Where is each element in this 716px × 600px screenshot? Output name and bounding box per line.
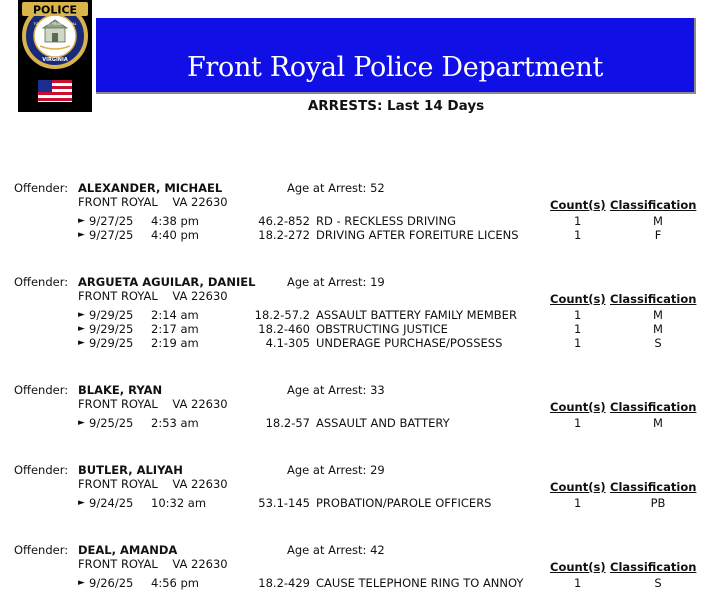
bullet-arrow-icon: ►: [78, 324, 85, 334]
charge-code: 53.1-145: [258, 496, 310, 510]
charge-count: 1: [574, 576, 582, 590]
offender-name: ALEXANDER, MICHAEL: [78, 181, 223, 195]
offender-address: FRONT ROYAL VA 22630: [78, 557, 228, 571]
charge-time: 2:14 am: [151, 308, 199, 322]
offender-label: Offender:: [14, 463, 69, 477]
age-value: 29: [370, 463, 385, 477]
age-at-arrest: [287, 275, 385, 289]
charge-date: 9/29/25: [89, 322, 134, 336]
offender-label: Offender:: [14, 275, 69, 289]
charge-code: 4.1-305: [265, 336, 310, 350]
charge-time: 4:38 pm: [151, 214, 199, 228]
offender-address: FRONT ROYAL VA 22630: [78, 195, 228, 209]
offender-name: BLAKE, RYAN: [78, 383, 163, 397]
charge-date: 9/27/25: [89, 228, 134, 242]
charge-code: 18.2-57: [265, 416, 310, 430]
charge-date: 9/29/25: [89, 336, 134, 350]
count-column-header: Count(s): [550, 292, 606, 306]
charge-count: 1: [574, 336, 582, 350]
charge-row: [0, 336, 716, 350]
charge-date: 9/27/25: [89, 214, 134, 228]
age-value: 19: [370, 275, 385, 289]
bullet-arrow-icon: ►: [78, 310, 85, 320]
charge-description: RD - RECKLESS DRIVING: [316, 214, 457, 228]
charge-classification: M: [653, 416, 663, 430]
bullet-arrow-icon: ►: [78, 338, 85, 348]
charge-date: 9/25/25: [89, 416, 134, 430]
count-column-header: Count(s): [550, 198, 606, 212]
offender-name: ARGUETA AGUILAR, DANIEL: [78, 275, 256, 289]
age-label: Age at Arrest:: [287, 181, 367, 195]
charge-classification: M: [653, 308, 663, 322]
charge-description: UNDERAGE PURCHASE/POSSESS: [316, 336, 503, 350]
charge-count: 1: [574, 308, 582, 322]
charge-count: 1: [574, 496, 582, 510]
charge-date: 9/29/25: [89, 308, 134, 322]
bullet-arrow-icon: ►: [78, 498, 85, 508]
bullet-arrow-icon: ►: [78, 418, 85, 428]
charge-row: [0, 416, 716, 430]
charge-description: ASSAULT BATTERY FAMILY MEMBER: [316, 308, 517, 322]
charge-time: 2:53 am: [151, 416, 199, 430]
charge-time: 10:32 am: [151, 496, 207, 510]
charge-time: 2:17 am: [151, 322, 199, 336]
charge-date: 9/24/25: [89, 496, 134, 510]
charge-row: [0, 228, 716, 242]
classification-column-header: Classification: [610, 292, 697, 306]
classification-column-header: Classification: [610, 480, 697, 494]
classification-column-header: Classification: [610, 400, 697, 414]
offender-label: Offender:: [14, 543, 69, 557]
charge-time: 4:40 pm: [151, 228, 199, 242]
charge-row: [0, 576, 716, 590]
charge-count: 1: [574, 214, 582, 228]
us-flag-icon: [38, 80, 72, 102]
count-column-header: Count(s): [550, 560, 606, 574]
bullet-arrow-icon: ►: [78, 216, 85, 226]
age-at-arrest: [287, 383, 385, 397]
charge-row: [0, 322, 716, 336]
charge-classification: M: [653, 214, 663, 228]
page-title: Front Royal Police Department: [186, 52, 604, 83]
count-column-header: Count(s): [550, 400, 606, 414]
title-banner: [96, 18, 696, 94]
classification-column-header: Classification: [610, 560, 697, 574]
offender-name: BUTLER, ALIYAH: [78, 463, 183, 477]
bullet-arrow-icon: ►: [78, 230, 85, 240]
age-label: Age at Arrest:: [287, 463, 367, 477]
charge-code: 46.2-852: [258, 214, 310, 228]
charge-count: 1: [574, 322, 582, 336]
bullet-arrow-icon: ►: [78, 578, 85, 588]
charge-row: [0, 496, 716, 510]
age-value: 42: [370, 543, 385, 557]
charge-count: 1: [574, 416, 582, 430]
offender-name: DEAL, AMANDA: [78, 543, 178, 557]
charge-description: DRIVING AFTER FOREITURE LICENS: [316, 228, 519, 242]
report-subtitle: ARRESTS: Last 14 Days: [307, 98, 485, 114]
age-value: 33: [370, 383, 385, 397]
offender-address: FRONT ROYAL VA 22630: [78, 477, 228, 491]
offender-label: Offender:: [14, 181, 69, 195]
charge-classification: S: [654, 576, 662, 590]
logo-top-text: POLICE: [32, 3, 78, 17]
charge-count: 1: [574, 228, 582, 242]
charge-code: 18.2-57.2: [254, 308, 310, 322]
charge-code: 18.2-429: [258, 576, 310, 590]
count-column-header: Count(s): [550, 480, 606, 494]
charge-description: CAUSE TELEPHONE RING TO ANNOY: [316, 576, 524, 590]
charge-description: OBSTRUCTING JUSTICE: [316, 322, 448, 336]
age-at-arrest: [287, 463, 385, 477]
age-at-arrest: [287, 181, 385, 195]
offender-address: FRONT ROYAL VA 22630: [78, 289, 228, 303]
age-label: Age at Arrest:: [287, 383, 367, 397]
logo-bottom-text: VIRGINIA: [42, 57, 68, 63]
police-badge-logo: [18, 0, 92, 112]
offender-address: FRONT ROYAL VA 22630: [78, 397, 228, 411]
charge-row: [0, 308, 716, 322]
charge-code: 18.2-460: [258, 322, 310, 336]
age-label: Age at Arrest:: [287, 275, 367, 289]
charge-classification: S: [654, 336, 662, 350]
charge-time: 2:19 am: [151, 336, 199, 350]
charge-row: [0, 214, 716, 228]
charge-classification: PB: [650, 496, 666, 510]
age-label: Age at Arrest:: [287, 543, 367, 557]
charge-classification: F: [654, 228, 662, 242]
age-value: 52: [370, 181, 385, 195]
charge-description: PROBATION/PAROLE OFFICERS: [316, 496, 492, 510]
offender-label: Offender:: [14, 383, 69, 397]
charge-classification: M: [653, 322, 663, 336]
charge-code: 18.2-272: [258, 228, 310, 242]
charge-time: 4:56 pm: [151, 576, 199, 590]
classification-column-header: Classification: [610, 198, 697, 212]
logo-ring-text: TOWN OF FRONT ROYAL: [33, 22, 77, 26]
age-at-arrest: [287, 543, 385, 557]
charge-date: 9/26/25: [89, 576, 134, 590]
charge-description: ASSAULT AND BATTERY: [316, 416, 450, 430]
